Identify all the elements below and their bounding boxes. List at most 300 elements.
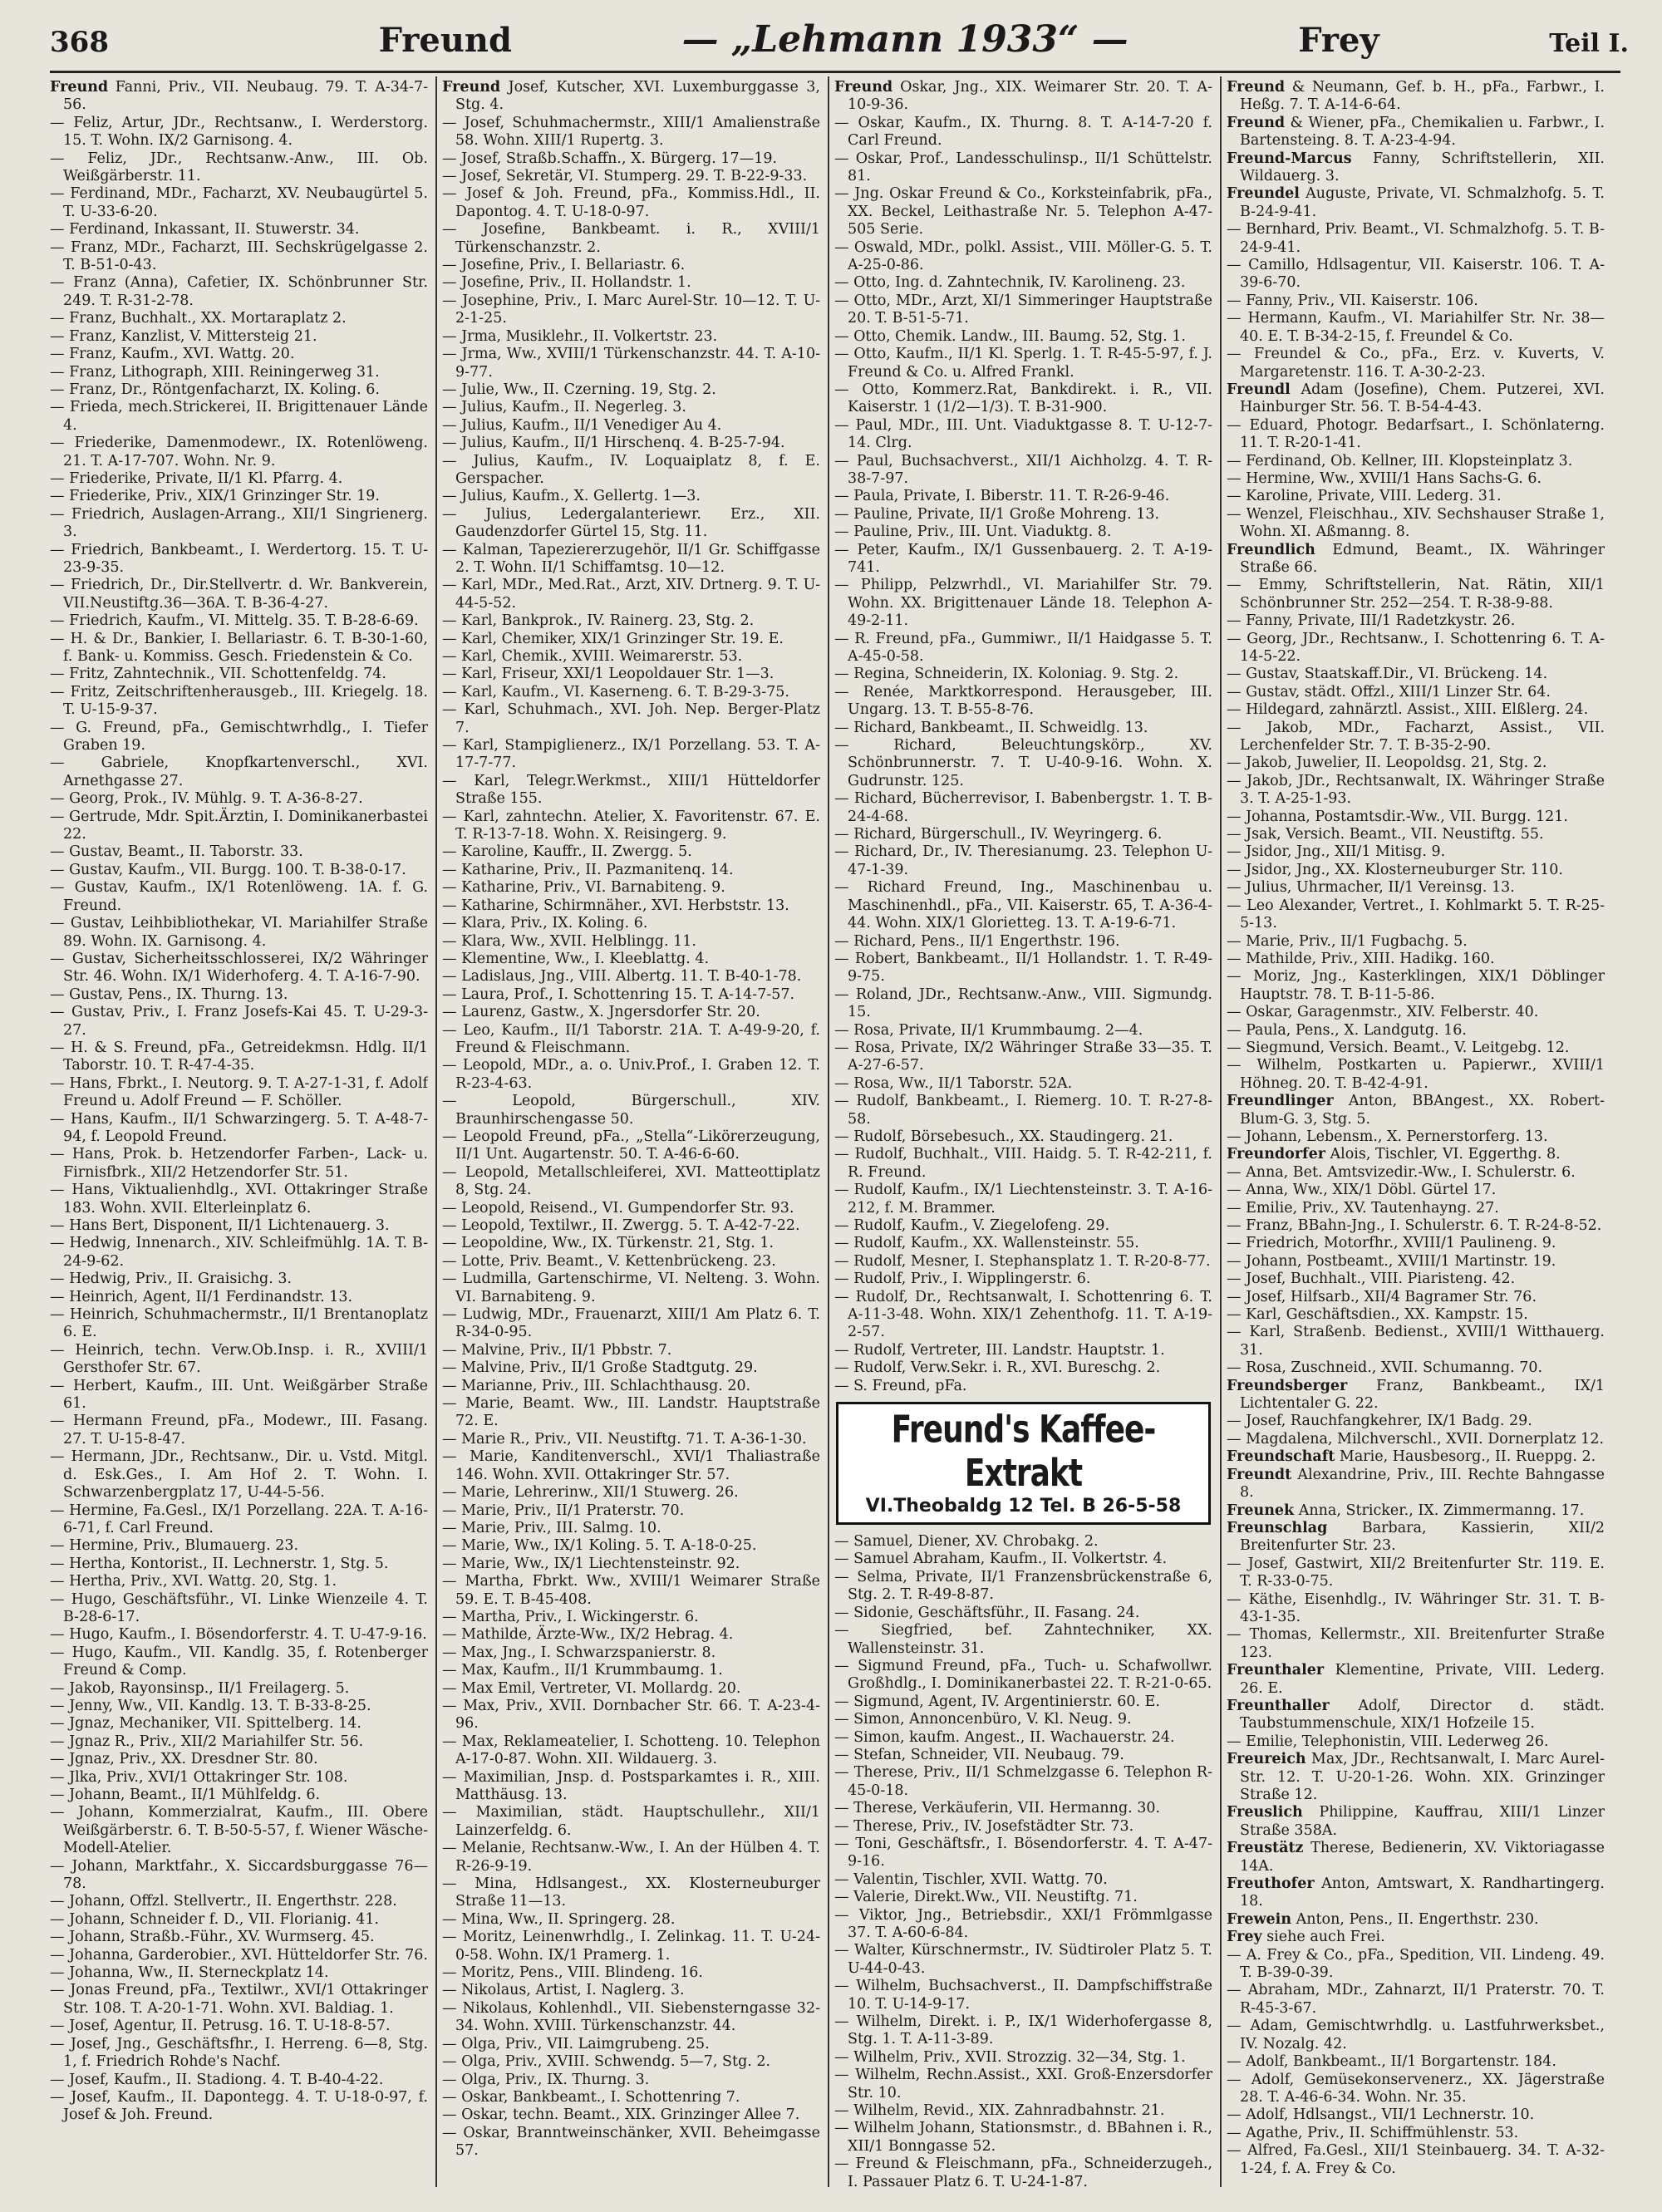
- directory-entry: — Wilhelm, Rechn.Assist., XXI. Groß-Enzersdorfer Str. 10.: [834, 2067, 1212, 2101]
- directory-entry: — Rosa, Private, II/1 Krummbaumg. 2—4.: [834, 1021, 1143, 1039]
- column-divider: [1220, 76, 1222, 2187]
- column-2: [442, 79, 820, 2190]
- directory-entry: — Max, Kaufm., II/1 Krummbaumg. 1.: [442, 1662, 723, 1679]
- directory-entry: Freundl Adam (Josefine), Chem. Putzerei, XVI. Hainburger Str. 56. T. B-54-4-43.: [1227, 381, 1605, 416]
- directory-entry: — Renée, Marktkorrespond. Herausgeber, III. Ungarg. 13. T. B-55-8-76.: [834, 683, 1212, 719]
- directory-entry: — Richard Freund, Ing., Maschinenbau u. Maschinenhdl., pFa., VII. Kaiserstr. 65, T. A-36-4-44. Wohn. XIX/1 Glorietteg. 13. T. A-19-6-71.: [834, 879, 1212, 932]
- advertisement-address: VI.Theobaldg 12 Tel. B 26-5-58: [865, 1496, 1182, 1517]
- directory-entry: — Leopold, Bürgerschull., XIV. Braunhirschengasse 50.: [442, 1093, 820, 1128]
- header-title: — „Lehmann 1933“ —: [681, 18, 1128, 61]
- directory-entry: — Oskar, techn. Beamt., XIX. Grinzinger Allee 7.: [442, 2106, 800, 2124]
- directory-entry: — Jrma, Ww., XVIII/1 Türkenschanzstr. 44. T. A-10-9-77.: [442, 346, 820, 381]
- directory-entry: — Maximilian, städt. Hauptschullehr., XII/1 Lainzerfeldg. 6.: [442, 1804, 820, 1839]
- directory-entry: — Oskar, Branntweinschänker, XVII. Beheimgasse 57.: [442, 2124, 820, 2160]
- directory-entry: — Agathe, Priv., II. Schiffmühlenstr. 53.: [1227, 2124, 1519, 2141]
- directory-entry: — Hermann, Kaufm., VI. Mariahilfer Str. Nr. 38—40. E. T. B-34-2-15, f. Freundel & Co.: [1227, 310, 1605, 345]
- directory-entry: — Marie, Ww., IX/1 Liechtensteinstr. 92.: [442, 1555, 740, 1572]
- directory-entry: — Hans, Viktualienhdlg., XVI. Ottakringer Straße 183. Wohn. XVII. Elterleinplatz 6.: [50, 1182, 428, 1217]
- directory-entry: — Hertha, Kontorist., II. Lechnerstr. 1, Stg. 5.: [50, 1555, 389, 1572]
- directory-entry: — Anna, Ww., XIX/1 Döbl. Gürtel 17.: [1227, 1182, 1497, 1199]
- directory-entry: — Rudolf, Vertreter, III. Landstr. Hauptstr. 1.: [834, 1341, 1165, 1359]
- directory-entry: Freundel Auguste, Private, VI. Schmalzhofg. 5. T. B-24-9-41.: [1227, 185, 1605, 220]
- directory-entry: — Friedrich, Motorfhr., XVIII/1 Paulineng. 9.: [1227, 1235, 1556, 1252]
- directory-entry: — Jrma, Musiklehr., II. Volkertstr. 23.: [442, 327, 718, 345]
- directory-entry: — Johann, Lebensm., X. Pernerstorferg. 13.: [1227, 1128, 1548, 1145]
- directory-entry: — Rudolf, Kaufm., V. Ziegelofeng. 29.: [834, 1217, 1110, 1234]
- directory-entry: — Anna, Bet. Amtsvizedir.-Ww., I. Schulerstr. 6.: [1227, 1163, 1576, 1181]
- directory-entry: — Gustav, Priv., I. Franz Josefs-Kai 45. T. U-29-3-27.: [50, 1004, 428, 1039]
- directory-entry: — Karl, Geschäftsdien., XX. Kampstr. 15.: [1227, 1306, 1528, 1324]
- directory-entry: Freustätz Therese, Bedienerin, XV. Viktoriagasse 14A.: [1227, 1840, 1605, 1875]
- directory-entry: — Adam, Gemischtwrhdlg. u. Lastfuhrwerksbet., IV. Nozalg. 42.: [1227, 2018, 1605, 2052]
- directory-entry: — Gertrude, Mdr. Spit.Ärztin, I. Dominikanerbastei 22.: [50, 808, 428, 843]
- directory-entry: — Leopold Freund, pFa., „Stella“-Likörerzeugung, II/1 Unt. Augartenstr. 50. T. A-46-6-60.: [442, 1128, 820, 1163]
- directory-entry: — Max, Jng., I. Schwarzspanierstr. 8.: [442, 1644, 716, 1661]
- directory-entry: — Gustav, Beamt., II. Taborstr. 33.: [50, 843, 303, 861]
- directory-entry: — Max, Priv., XVII. Dornbacher Str. 66. T. A-23-4-96.: [442, 1697, 820, 1733]
- directory-entry: — Richard, Dr., IV. Theresianumg. 23. Telephon U-47-1-39.: [834, 843, 1212, 878]
- directory-entry: — Emmy, Schriftstellerin, Nat. Rätin, XII/1 Schönbrunner Str. 252—254. T. R-38-9-88.: [1227, 577, 1605, 612]
- directory-entry: Freund Josef, Kutscher, XVI. Luxemburggasse 3, Stg. 4.: [442, 79, 820, 114]
- directory-entry: — Leopold, MDr., a. o. Univ.Prof., I. Graben 12. T. R-23-4-63.: [442, 1057, 820, 1092]
- directory-entry: — Rudolf, Börsebesuch., XX. Staudingerg. 21.: [834, 1128, 1173, 1145]
- directory-entry: — Karl, Schuhmach., XVI. Joh. Nep. Berger-Platz 7.: [442, 701, 820, 736]
- directory-entry: — Friederike, Private, II/1 Kl. Pfarrg. 4.: [50, 469, 343, 487]
- directory-entry: — Hugo, Kaufm., I. Bösendorferstr. 4. T. U-47-9-16.: [50, 1626, 427, 1644]
- directory-entry: — Georg, JDr., Rechtsanw., I. Schottenring 6. T. A-14-5-22.: [1227, 630, 1605, 665]
- directory-entry: — Gustav, Sicherheitsschlosserei, IX/2 Währinger Str. 46. Wohn. IX/1 Widerhoferg. 4. T. A-16-7-90.: [50, 950, 428, 986]
- directory-entry: — Franz (Anna), Cafetier, IX. Schönbrunner Str. 249. T. R-31-2-78.: [50, 274, 428, 309]
- directory-entry: — Frieda, mech.Strickerei, II. Brigittenauer Lände 4.: [50, 399, 428, 434]
- directory-entry: — Regina, Schneiderin, IX. Koloniag. 9. Stg. 2.: [834, 666, 1179, 683]
- directory-entry: — Malvine, Priv., II/1 Große Stadtgutg. 29.: [442, 1359, 758, 1377]
- directory-entry: — Wilhelm, Revid., XIX. Zahnradbahnstr. 21.: [834, 2102, 1165, 2120]
- directory-entry: — Otto, MDr., Arzt, XI/1 Simmeringer Hauptstraße 20. T. B-51-5-71.: [834, 292, 1212, 327]
- directory-entry: — Freund & Fleischmann, pFa., Schneiderzugeh., I. Passauer Platz 6. T. U-24-1-87.: [834, 2155, 1212, 2190]
- directory-entry: — Rudolf, Kaufm., IX/1 Liechtensteinstr. 3. T. A-16-212, f. M. Brammer.: [834, 1182, 1212, 1217]
- directory-entry: — Jakob, JDr., Rechtsanwalt, IX. Währinger Straße 3. T. A-25-1-93.: [1227, 772, 1605, 808]
- directory-entry: — Selma, Private, II/1 Franzensbrückenstraße 6, Stg. 2. T. R-49-8-87.: [834, 1568, 1212, 1604]
- directory-entry: — Mina, Ww., II. Springerg. 28.: [442, 1910, 676, 1928]
- directory-entry: — Josef, Kaufm., II. Dapontegg. 4. T. U-18-0-97, f. Josef & Joh. Freund.: [50, 2088, 428, 2124]
- directory-entry: — Rudolf, Verw.Sekr. i. R., XVI. Bureschg. 2.: [834, 1359, 1161, 1377]
- directory-entry: — Paula, Pens., X. Landgutg. 16.: [1227, 1021, 1467, 1039]
- directory-entry: — Moritz, Leinenwrhdlg., I. Zelinkag. 11. T. U-24-0-58. Wohn. IX/1 Pramerg. 1.: [442, 1929, 820, 1964]
- directory-entry: — Friedrich, Kaufm., VI. Mittelg. 35. T. B-28-6-69.: [50, 612, 419, 630]
- directory-entry: — Mathilde, Ärzte-Ww., IX/2 Hebrag. 4.: [442, 1626, 734, 1644]
- header-last-name: Frey: [1298, 21, 1379, 60]
- directory-entry: Freundlinger Anton, BBAngest., XX. Robert-Blum-G. 3, Stg. 5.: [1227, 1093, 1605, 1128]
- column-1: [50, 79, 428, 2190]
- directory-entry: — Josef, Agentur, II. Petrusg. 16. T. U-18-8-57.: [50, 2018, 391, 2035]
- directory-entry: — Robert, Bankbeamt., II/1 Hollandstr. 1. T. R-49-9-75.: [834, 950, 1212, 986]
- directory-entry: — Josef, Sekretär, VI. Stumperg. 29. T. B-22-9-33.: [442, 168, 808, 185]
- directory-entry: — Johann, Straßb.-Führ., XV. Wurmserg. 45.: [50, 1929, 375, 1946]
- directory-entry: — Jonas Freund, pFa., Textilwr., XVI/1 Ottakringer Str. 108. T. A-20-1-71. Wohn. XVI. Baldiag. 1.: [50, 1982, 428, 2017]
- directory-entry: — Laura, Prof., I. Schottenring 15. T. A-14-7-57.: [442, 986, 795, 1003]
- directory-entry: — Josef, Straßb.Schaffn., X. Bürgerg. 17—19.: [442, 150, 778, 167]
- advertisement-box: [836, 1402, 1211, 1525]
- directory-entry: — Josef, Gastwirt, XII/2 Breitenfurter Str. 119. E. T. R-33-0-75.: [1227, 1555, 1605, 1590]
- directory-entry: — H. & S. Freund, pFa., Getreidekmsn. Hdlg. II/1 Taborstr. 10. T. R-47-4-35.: [50, 1039, 428, 1074]
- directory-entry: — Moritz, Pens., VIII. Blindeng. 16.: [442, 1964, 703, 1982]
- directory-entry: — Hans, Prok. b. Hetzendorfer Farben-, Lack- u. Firnisfbrk., XII/2 Hetzendorfer Str. 51.: [50, 1146, 428, 1181]
- page-header: [50, 18, 1629, 68]
- directory-entry: — Max, Reklameatelier, I. Schotteng. 10. Telephon A-17-0-87. Wohn. XII. Wildauerg. 3.: [442, 1733, 820, 1768]
- directory-entry: — Karoline, Private, VIII. Lederg. 31.: [1227, 488, 1502, 505]
- directory-entry: — Simon, kaufm. Angest., II. Wachauerstr. 24.: [834, 1728, 1175, 1746]
- directory-entry: Freundlich Edmund, Beamt., IX. Währinger Straße 66.: [1227, 541, 1605, 576]
- directory-entry: — Emilie, Priv., XV. Tautenhayng. 27.: [1227, 1199, 1499, 1217]
- directory-entry: — A. Frey & Co., pFa., Spedition, VII. Lindeng. 49. T. B-39-0-39.: [1227, 1946, 1605, 1982]
- directory-entry: — Walter, Kürschnermstr., IV. Südtiroler Platz 5. T. U-44-0-43.: [834, 1942, 1212, 1977]
- directory-entry: — Oskar, Prof., Landesschulinsp., II/1 Schüttelstr. 81.: [834, 150, 1212, 185]
- directory-entry: — Siegfried, bef. Zahntechniker, XX. Wallensteinstr. 31.: [834, 1622, 1212, 1657]
- directory-entry: — Jgnaz R., Priv., XII/2 Mariahilfer Str. 56.: [50, 1733, 364, 1750]
- directory-entry: — Heinrich, Agent, II/1 Ferdinandstr. 13.: [50, 1288, 353, 1305]
- directory-entry: — Samuel, Diener, XV. Chrobakg. 2.: [834, 1533, 1099, 1551]
- directory-entry: — Olga, Priv., XVIII. Schwendg. 5—7, Stg. 2.: [442, 2053, 771, 2071]
- directory-entry: — S. Freund, pFa.: [834, 1377, 967, 1394]
- directory-entry: — Rudolf, Bankbeamt., I. Riemerg. 10. T. R-27-8-58.: [834, 1093, 1212, 1128]
- directory-entry: — Hermine, Fa.Gesl., IX/1 Porzellang. 22A. T. A-16-6-71, f. Carl Freund.: [50, 1502, 428, 1536]
- directory-entry: — Eduard, Photogr. Bedarfsart., I. Schönlaterng. 11. T. R-20-1-41.: [1227, 416, 1605, 452]
- directory-entry: — Jng. Oskar Freund & Co., Korksteinfabrik, pFa., XX. Beckel, Leithastraße Nr. 5. Telephon A-47-505 Serie.: [834, 185, 1212, 238]
- directory-entry: — Adolf, Gemüsekonservenerz., XX. Jägerstraße 28. T. A-46-6-34. Wohn. Nr. 35.: [1227, 2071, 1605, 2106]
- directory-entry: — Friedrich, Dr., Dir.Stellvertr. d. Wr. Bankverein, VII.Neustiftg.36—36A. T. B-36-4-27.: [50, 577, 428, 612]
- directory-entry: — Herbert, Kaufm., III. Unt. Weißgärber Straße 61.: [50, 1377, 428, 1413]
- directory-entry: — Richard, Pens., II/1 Engerthstr. 196.: [834, 932, 1120, 950]
- directory-entry: — Ferdinand, Ob. Kellner, III. Klopsteinplatz 3.: [1227, 452, 1573, 469]
- directory-entry: — Peter, Kaufm., IX/1 Gussenbauerg. 2. T. A-19-741.: [834, 541, 1212, 576]
- directory-entry: — Hedwig, Priv., II. Graisichg. 3.: [50, 1271, 293, 1288]
- directory-entry: — Rudolf, Mesner, I. Stephansplatz 1. T. R-20-8-77.: [834, 1252, 1211, 1270]
- directory-entry: — Franz, Kaufm., XVI. Wattg. 20.: [50, 346, 295, 363]
- directory-entry: — Josefine, Bankbeamt. i. R., XVIII/1 Türkenschanzstr. 2.: [442, 221, 820, 256]
- directory-entry: — Pauline, Private, II/1 Große Mohreng. 13.: [834, 505, 1160, 523]
- directory-entry: — Pauline, Priv., III. Unt. Viaduktg. 8.: [834, 524, 1112, 541]
- directory-entry: — Wilhelm, Postkarten u. Papierwr., XVIII/1 Höhneg. 20. T. B-42-4-91.: [1227, 1057, 1605, 1092]
- directory-entry: — Sigmund Freund, pFa., Tuch- u. Schafwollwr. Großhdlg., I. Dominikanerbastei 22. T. R-21-0-65.: [834, 1657, 1212, 1693]
- directory-entry: — Karl, Kaufm., VI. Kaserneng. 6. T. B-29-3-75.: [442, 683, 789, 700]
- directory-entry: — Fritz, Zahntechnik., VII. Schottenfeldg. 74.: [50, 666, 386, 683]
- directory-entry: — Rudolf, Buchhalt., VIII. Haidg. 5. T. R-42-211, f. R. Freund.: [834, 1146, 1212, 1181]
- directory-entry: — Klara, Ww., XVII. Helblingg. 11.: [442, 932, 696, 950]
- directory-entry: — Julie, Ww., II. Czerning. 19, Stg. 2.: [442, 381, 716, 398]
- page-number: 368: [50, 26, 109, 59]
- directory-entry: — Josefine, Priv., II. Hollandstr. 1.: [442, 274, 691, 292]
- directory-entry: — Marie, Kanditenverschl., XVI/1 Thaliastraße 146. Wohn. XVII. Ottakringer Str. 57.: [442, 1448, 820, 1483]
- directory-entry: — Samuel Abraham, Kaufm., II. Volkertstr. 4.: [834, 1551, 1168, 1568]
- directory-entry: — Sidonie, Geschäftsführ., II. Fasang. 24.: [834, 1604, 1140, 1621]
- directory-entry: — Johann, Marktfahr., X. Siccardsburggasse 76—78.: [50, 1857, 428, 1893]
- directory-entry: — Hugo, Geschäftsführ., VI. Linke Wienzeile 4. T. B-28-6-17.: [50, 1590, 428, 1625]
- directory-entry: — Otto, Kaufm., II/1 Kl. Sperlg. 1. T. R-45-5-97, f. J. Freund & Co. u. Alfred Frankl.: [834, 346, 1212, 381]
- directory-entry: — Karl, Chemik., XVIII. Weimarerstr. 53.: [442, 648, 743, 665]
- directory-entry: — Karl, Friseur, XXI/1 Leopoldauer Str. 1—3.: [442, 666, 774, 683]
- directory-entry: — Marie, Beamt. Ww., III. Landstr. Hauptstraße 72. E.: [442, 1395, 820, 1430]
- directory-entry: — H. & Dr., Bankier, I. Bellariastr. 6. T. B-30-1-60, f. Bank- u. Kommiss. Gesch. Friedenstein & Co.: [50, 630, 428, 665]
- directory-entry: — Marie, Lehrerinw., XII/1 Stuwerg. 26.: [442, 1484, 739, 1502]
- directory-entry: — Wenzel, Fleischhau., XIV. Sechshauser Straße 1, Wohn. XI. Aßmanng. 8.: [1227, 505, 1605, 541]
- directory-entry: — Leo Alexander, Vertret., I. Kohlmarkt 5. T. R-25-5-13.: [1227, 897, 1605, 932]
- directory-entry: — Franz, Buchhalt., XX. Mortaraplatz 2.: [50, 310, 347, 327]
- directory-entry: — Gustav, Kaufm., IX/1 Rotenlöweng. 1A. f. G. Freund.: [50, 879, 428, 914]
- directory-entry: — Olga, Priv., IX. Thurng. 3.: [442, 2071, 650, 2088]
- directory-entry: — Ladislaus, Jng., VIII. Albertg. 11. T. B-40-1-78.: [442, 968, 802, 986]
- directory-entry: — Malvine, Priv., II/1 Pbbstr. 7.: [442, 1341, 672, 1359]
- directory-entry: — Valentin, Tischler, XVII. Wattg. 70.: [834, 1870, 1108, 1888]
- directory-entry: — Karl, Chemiker, XIX/1 Grinzinger Str. 19. E.: [442, 630, 784, 647]
- directory-entry: — Leopold, Textilwr., II. Zwergg. 5. T. A-42-7-22.: [442, 1217, 800, 1234]
- directory-entry: Freundsberger Franz, Bankbeamt., IX/1 Lichtentaler G. 22.: [1227, 1377, 1605, 1413]
- directory-entry: — Laurenz, Gastw., X. Jngersdorfer Str. 20.: [442, 1004, 760, 1021]
- directory-entry: — Oskar, Garagenmstr., XIV. Felberstr. 40.: [1227, 1004, 1539, 1021]
- directory-entry: — Klementine, Ww., I. Kleeblattg. 4.: [442, 950, 710, 967]
- directory-entry: Freund-Marcus Fanny, Schriftstellerin, XII. Wildauerg. 3.: [1227, 150, 1605, 185]
- directory-entry: — Bernhard, Priv. Beamt., VI. Schmalzhofg. 5. T. B-24-9-41.: [1227, 221, 1605, 256]
- directory-entry: — Fanny, Private, III/1 Radetzkystr. 26.: [1227, 612, 1516, 630]
- directory-entry: — Camillo, Hdlsagentur, VII. Kaiserstr. 106. T. A-39-6-70.: [1227, 257, 1605, 292]
- directory-entry: — Abraham, MDr., Zahnarzt, II/1 Praterstr. 70. T. R-45-3-67.: [1227, 1982, 1605, 2017]
- directory-entry: — Alfred, Fa.Gesl., XII/1 Steinbauerg. 34. T. A-32-1-24, f. A. Frey & Co.: [1227, 2142, 1605, 2177]
- directory-entry: — Hermann, JDr., Rechtsanw., Dir. u. Vstd. Mitgl. d. Esk.Ges., I. Am Hof 2. T. Wohn. I. Schwarzenbergplatz 17, U-44-5-56.: [50, 1448, 428, 1502]
- directory-entry: — Wilhelm, Direkt. i. P., IX/1 Widerhofergasse 8, Stg. 1. T. A-11-3-89.: [834, 2013, 1212, 2048]
- directory-entry: — Josephine, Priv., I. Marc Aurel-Str. 10—12. T. U-2-1-25.: [442, 292, 820, 327]
- directory-entry: — Klara, Priv., IX. Koling. 6.: [442, 915, 648, 932]
- directory-entry: — Hedwig, Innenarch., XIV. Schleifmühlg. 1A. T. B-24-9-62.: [50, 1235, 428, 1270]
- directory-entry: Freundorfer Alois, Tischler, VI. Eggerthg. 8.: [1227, 1146, 1561, 1163]
- directory-entry: — Johann, Schneider f. D., VII. Florianig. 41.: [50, 1910, 380, 1928]
- directory-entry: — Paul, MDr., III. Unt. Viaduktgasse 8. T. U-12-7-14. Clrg.: [834, 416, 1212, 452]
- directory-entry: — Jgnaz, Priv., XX. Dresdner Str. 80.: [50, 1751, 318, 1768]
- directory-entry: — Marie, Priv., III. Salmg. 10.: [442, 1519, 661, 1536]
- header-rule: [50, 71, 1620, 73]
- directory-entry: Freureich Max, JDr., Rechtsanwalt, I. Marc Aurel-Str. 12. T. U-20-1-26. Wohn. XIX. Grinzinger Straße 12.: [1227, 1751, 1605, 1803]
- directory-entry: — Käthe, Eisenhdlg., IV. Währinger Str. 31. T. B-43-1-35.: [1227, 1590, 1605, 1625]
- directory-entry: — Gustav, städt. Offzl., XIII/1 Linzer Str. 64.: [1227, 683, 1551, 700]
- directory-entry: — Paul, Buchsachverst., XII/1 Aichholzg. 4. T. R-38-7-97.: [834, 452, 1212, 487]
- directory-entry: Freunthaler Klementine, Private, VIII. Lederg. 26. E.: [1227, 1662, 1605, 1697]
- directory-entry: — Wilhelm Johann, Stationsmstr., d. BBahnen i. R., XII/1 Bonngasse 52.: [834, 2120, 1212, 2155]
- directory-entry: — Karl, Straßenb. Bedienst., XVIII/1 Witthauerg. 31.: [1227, 1324, 1605, 1359]
- column-4: [1227, 79, 1605, 2190]
- directory-entry: — Moriz, Jng., Kasterklingen, XIX/1 Döblinger Hauptstr. 78. T. B-11-5-86.: [1227, 968, 1605, 1003]
- directory-entry: — Friederike, Damenmodewr., IX. Rotenlöweng. 21. T. A-17-707. Wohn. Nr. 9.: [50, 435, 428, 469]
- directory-entry: — Paula, Private, I. Biberstr. 11. T. R-26-9-46.: [834, 488, 1170, 505]
- directory-entry: — Josef, Rauchfangkehrer, IX/1 Badg. 29.: [1227, 1413, 1532, 1430]
- directory-entry: — Friedrich, Bankbeamt., I. Werdertorg. 15. T. U-23-9-35.: [50, 541, 428, 576]
- directory-entry: — Lotte, Priv. Beamt., V. Kettenbrückeng. 23.: [442, 1252, 776, 1270]
- directory-entry: — Valerie, Direkt.Ww., VII. Neustiftg. 71.: [834, 1889, 1138, 1906]
- directory-entry: — Marie R., Priv., VII. Neustiftg. 71. T. A-36-1-30.: [442, 1430, 807, 1448]
- directory-entry: — Josef & Joh. Freund, pFa., Kommiss.Hdl., II. Dapontog. 4. T. U-18-0-97.: [442, 185, 820, 220]
- directory-entry: — Magdalena, Milchverschl., XVII. Dornerplatz 12.: [1227, 1430, 1605, 1448]
- directory-entry: — Viktor, Jng., Betriebsdir., XXI/1 Frömmlgasse 37. T. A-60-6-84.: [834, 1906, 1212, 1941]
- directory-entry: — Julius, Kaufm., II/1 Hirschenq. 4. B-25-7-94.: [442, 435, 785, 452]
- directory-entry: — Leopold, Reisend., VI. Gumpendorfer Str. 93.: [442, 1199, 794, 1217]
- directory-entry: — Fanny, Priv., VII. Kaiserstr. 106.: [1227, 292, 1478, 309]
- directory-entry: — Gustav, Pens., IX. Thurng. 13.: [50, 986, 288, 1003]
- directory-entry: — Olga, Priv., VII. Laimgrubeng. 25.: [442, 2035, 710, 2052]
- directory-entry: Freuslich Philippine, Kauffrau, XIII/1 Linzer Straße 358A.: [1227, 1804, 1605, 1839]
- directory-entry: — Karl, MDr., Med.Rat., Arzt, XIV. Drtnerg. 9. T. U-44-5-52.: [442, 577, 820, 612]
- directory-entry: — Freundel & Co., pFa., Erz. v. Kuverts, V. Margaretenstr. 116. T. A-30-2-23.: [1227, 346, 1605, 381]
- directory-entry: — Nikolaus, Kohlenhdl., VII. Siebensterngasse 32-34. Wohn. XVIII. Türkenschanzstr. 44.: [442, 1999, 820, 2035]
- directory-entry: — Oskar, Kaufm., IX. Thurng. 8. T. A-14-7-20 f. Carl Freund.: [834, 114, 1212, 150]
- header-part: Teil I.: [1549, 29, 1629, 58]
- directory-entry: — Mina, Hdlsangest., XX. Klosterneuburger Straße 11—13.: [442, 1875, 820, 1910]
- directory-entry: — Ferdinand, Inkassant, II. Stuwerstr. 34.: [50, 221, 360, 238]
- directory-entry: — R. Freund, pFa., Gummiwr., II/1 Haidgasse 5. T. A-45-0-58.: [834, 630, 1212, 665]
- directory-entry: — Emilie, Telephonistin, VIII. Lederweg 26.: [1227, 1733, 1549, 1750]
- directory-entry: — Josef, Jng., Geschäftsfhr., I. Herreng. 6—8, Stg. 1, f. Friedrich Rohde's Nachf.: [50, 2035, 428, 2071]
- directory-entry: — Jlka, Priv., XVI/1 Ottakringer Str. 108.: [50, 1768, 348, 1786]
- directory-entry: — Katharine, Schirmnäher., XVI. Herbststr. 13.: [442, 897, 789, 914]
- directory-entry: — Therese, Priv., II/1 Schmelzgasse 6. Telephon R-45-0-18.: [834, 1764, 1212, 1799]
- directory-entry: — Thomas, Kellermstr., XII. Breitenfurter Straße 123.: [1227, 1626, 1605, 1661]
- directory-entry: — Philipp, Pelzwrhdl., VI. Mariahilfer Str. 79. Wohn. XX. Brigittenauer Lände 18. Telephon A-49-2-11.: [834, 577, 1212, 630]
- directory-entry: — Max Emil, Vertreter, VI. Mollardg. 20.: [442, 1679, 741, 1697]
- directory-entry: — Josefine, Priv., I. Bellariastr. 6.: [442, 257, 686, 274]
- column-divider: [828, 76, 829, 2187]
- directory-entry: Freunschlag Barbara, Kassierin, XII/2 Breitenfurter Str. 23.: [1227, 1519, 1605, 1555]
- directory-entry: — Hermine, Priv., Blumauerg. 23.: [50, 1537, 299, 1555]
- directory-entry: — Jgnaz, Mechaniker, VII. Spittelberg. 14.: [50, 1715, 361, 1733]
- directory-entry: — Josef, Kaufm., II. Stadiong. 4. T. B-40-4-22.: [50, 2071, 384, 2088]
- directory-entry: — Richard, Bürgerschull., IV. Weyringerg. 6.: [834, 826, 1163, 843]
- directory-entry: — Melanie, Rechtsanw.-Ww., I. An der Hülben 4. T. R-26-9-19.: [442, 1840, 820, 1875]
- directory-entry: — Franz, BBahn-Jng., I. Schulerstr. 6. T. R-24-8-52.: [1227, 1217, 1602, 1234]
- directory-entry: — Marie, Priv., II/1 Praterstr. 70.: [442, 1502, 685, 1519]
- directory-entry: — Siegmund, Versich. Beamt., V. Leitgebg. 12.: [1227, 1039, 1570, 1056]
- directory-entry: — Julius, Ledergalanteriewr. Erz., XII. Gaudenzdorfer Gürtel 15, Stg. 11.: [442, 505, 820, 541]
- directory-entry: — Gustav, Staatskaff.Dir., VI. Brückeng. 14.: [1227, 666, 1548, 683]
- directory-entry: Frey siehe auch Frei.: [1227, 1929, 1385, 1946]
- directory-entry: — Hans, Kaufm., II/1 Schwarzingerg. 5. T. A-48-7-94, f. Leopold Freund.: [50, 1110, 428, 1145]
- directory-entry: — Georg, Prok., IV. Mühlg. 9. T. A-36-8-27.: [50, 790, 363, 808]
- directory-entry: — Adolf, Bankbeamt., II/1 Borgartenstr. 184.: [1227, 2053, 1556, 2071]
- directory-entry: — Richard, Bankbeamt., II. Schweidlg. 13.: [834, 719, 1148, 736]
- directory-entry: Freundt Alexandrine, Priv., III. Rechte Bahngasse 8.: [1227, 1466, 1605, 1502]
- directory-entry: — Otto, Kommerz.Rat, Bankdirekt. i. R., VII. Kaiserstr. 1 (1/2—1/3). T. B-31-900.: [834, 381, 1212, 416]
- directory-entry: — Johanna, Garderobier., XVI. Hütteldorfer Str. 76.: [50, 1946, 428, 1964]
- directory-entry: — Mathilde, Priv., XIII. Hadikg. 160.: [1227, 950, 1495, 967]
- directory-entry: — Rudolf, Kaufm., XX. Wallensteinstr. 55.: [834, 1235, 1139, 1252]
- directory-entry: — Jsak, Versich. Beamt., VII. Neustiftg. 55.: [1227, 826, 1544, 843]
- directory-entry: — Josef, Schuhmachermstr., XIII/1 Amalienstraße 58. Wohn. XIII/1 Rupertg. 3.: [442, 114, 820, 150]
- directory-entry: — Rudolf, Priv., I. Wipplingerstr. 6.: [834, 1271, 1091, 1288]
- directory-entry: — Richard, Beleuchtungskörp., XV. Schönbrunnerstr. 7. T. U-40-9-16. Wohn. X. Gudrunstr. 125.: [834, 737, 1212, 789]
- directory-entry: — Stefan, Schneider, VII. Neubaug. 79.: [834, 1746, 1124, 1763]
- directory-entry: — Oswald, MDr., polkl. Assist., VIII. Möller-G. 5. T. A-25-0-86.: [834, 238, 1212, 274]
- directory-entry: Freunthaller Adolf, Director d. städt. Taubstummenschule, XIX/1 Hofzeile 15.: [1227, 1697, 1605, 1733]
- directory-entry: — Friedrich, Auslagen-Arrang., XII/1 Singrienerg. 3.: [50, 505, 428, 541]
- directory-entry: — Maximilian, Jnsp. d. Postsparkamtes i. R., XIII. Matthäusg. 13.: [442, 1768, 820, 1803]
- directory-entry: — Feliz, Artur, JDr., Rechtsanw., I. Werderstorg. 15. T. Wohn. IX/2 Garnisong. 4.: [50, 114, 428, 150]
- directory-entry: — Gustav, Leihbibliothekar, VI. Mariahilfer Straße 89. Wohn. IX. Garnisong. 4.: [50, 915, 428, 950]
- directory-entry: — Therese, Priv., IV. Josefstädter Str. 73.: [834, 1817, 1134, 1835]
- directory-entry: — Martha, Priv., I. Wickingerstr. 6.: [442, 1608, 699, 1625]
- directory-entry: — Hugo, Kaufm., VII. Kandlg. 35, f. Rotenberger Freund & Comp.: [50, 1644, 428, 1679]
- directory-entry: — Katharine, Priv., II. Pazmanitenq. 14.: [442, 861, 734, 878]
- directory-entry: — Julius, Kaufm., II. Negerleg. 3.: [442, 399, 686, 416]
- directory-entry: — Marie, Ww., IX/1 Koling. 5. T. A-18-0-25.: [442, 1537, 757, 1555]
- directory-entry: — Hans, Fbrkt., I. Neutorg. 9. T. A-27-1-31, f. Adolf Freund u. Adolf Freund — F. Schöller.: [50, 1074, 428, 1110]
- directory-entry: — Johann, Offzl. Stellvertr., II. Engerthstr. 228.: [50, 1893, 397, 1910]
- header-first-name: Freund: [378, 21, 512, 60]
- directory-entry: — Hertha, Priv., XVI. Wattg. 20, Stg. 1.: [50, 1573, 337, 1590]
- directory-entry: — Josef, Buchhalt., VIII. Piaristeng. 42.: [1227, 1271, 1516, 1288]
- directory-entry: — Oskar, Bankbeamt., I. Schottenring 7.: [442, 2088, 740, 2106]
- directory-entry: — Katharine, Priv., VI. Barnabiteng. 9.: [442, 879, 725, 897]
- directory-entry: — Ferdinand, MDr., Facharzt, XV. Neubaugürtel 5. T. U-33-6-20.: [50, 185, 428, 220]
- directory-entry: — Julius, Kaufm., IV. Loquaiplatz 8, f. E. Gerspacher.: [442, 452, 820, 487]
- directory-entry: — Julius, Kaufm., II/1 Venediger Au 4.: [442, 416, 722, 434]
- directory-entry: — Johanna, Ww., II. Sterneckplatz 14.: [50, 1964, 329, 1982]
- directory-entry: — Gustav, Kaufm., VII. Burgg. 100. T. B-38-0-17.: [50, 861, 406, 878]
- directory-entry: Freunek Anna, Stricker., IX. Zimmermanng. 17.: [1227, 1502, 1585, 1519]
- directory-entry: — Hermine, Ww., XVIII/1 Hans Sachs-G. 6.: [1227, 469, 1542, 487]
- directory-entry: — Karoline, Kauffr., II. Zwergg. 5.: [442, 843, 692, 861]
- directory-entry: — Adolf, Hdlsangst., VII/1 Lechnerstr. 10.: [1227, 2106, 1535, 2124]
- directory-entry: — Feliz, JDr., Rechtsanw.-Anw., III. Ob. Weißgärberstr. 11.: [50, 150, 428, 185]
- directory-entry: — Marianne, Priv., III. Schlachthausg. 20.: [442, 1377, 751, 1394]
- directory-entry: — Otto, Ing. d. Zahntechnik, IV. Karolineng. 23.: [834, 274, 1186, 292]
- directory-entry: — Ludwig, MDr., Frauenarzt, XIII/1 Am Platz 6. T. R-34-0-95.: [442, 1306, 820, 1341]
- directory-entry: — Rosa, Ww., II/1 Taborstr. 52A.: [834, 1074, 1073, 1092]
- directory-entry: — Leopold, Metallschleiferei, XVI. Matteottiplatz 8, Stg. 24.: [442, 1163, 820, 1199]
- directory-entry: — Karl, Telegr.Werkmst., XIII/1 Hütteldorfer Straße 155.: [442, 772, 820, 808]
- directory-entry: — Jsidor, Jng., XX. Klosterneuburger Str. 110.: [1227, 861, 1563, 878]
- directory-entry: — Jakob, Juwelier, II. Leopoldsg. 21, Stg. 2.: [1227, 755, 1547, 772]
- directory-entry: — G. Freund, pFa., Gemischtwrhdlg., I. Tiefer Graben 19.: [50, 719, 428, 755]
- directory-entry: — Karl, Bankprok., IV. Rainerg. 23, Stg. 2.: [442, 612, 755, 630]
- directory-entry: — Leo, Kaufm., II/1 Taborstr. 21A. T. A-49-9-20, f. Freund & Fleischmann.: [442, 1021, 820, 1056]
- directory-entry: — Hildegard, zahnärztl. Assist., XIII. Elßlerg. 24.: [1227, 701, 1589, 719]
- directory-entry: — Nikolaus, Artist, I. Naglerg. 3.: [442, 1982, 685, 1999]
- directory-entry: — Fritz, Zeitschriftenherausgeb., III. Kriegelg. 18. T. U-15-9-37.: [50, 683, 428, 719]
- directory-entry: — Karl, Stampiglienerz., IX/1 Porzellang. 53. T. A-17-7-77.: [442, 737, 820, 772]
- directory-entry: — Franz, MDr., Facharzt, III. Sechskrügelgasse 2. T. B-51-0-43.: [50, 238, 428, 274]
- directory-entry: — Sigmund, Agent, IV. Argentinierstr. 60. E.: [834, 1693, 1160, 1710]
- directory-entry: — Friederike, Priv., XIX/1 Grinzinger Str. 19.: [50, 488, 380, 505]
- directory-entry: — Rudolf, Dr., Rechtsanwalt, I. Schottenring 6. T. A-11-3-48. Wohn. XIX/1 Zehenthofg. 11. T. A-19-2-57.: [834, 1288, 1212, 1341]
- directory-entry: — Johann, Beamt., II/1 Mühlfeldg. 6.: [50, 1787, 321, 1803]
- directory-entry: — Heinrich, Schuhmachermstr., II/1 Brentanoplatz 6. E.: [50, 1306, 428, 1341]
- directory-entry: Frewein Anton, Pens., II. Engerthstr. 230.: [1227, 1910, 1539, 1928]
- directory-entry: Freund Fanni, Priv., VII. Neubaug. 79. T. A-34-7-56.: [50, 79, 428, 114]
- directory-entry: — Toni, Geschäftsfr., I. Bösendorferstr. 4. T. A-47-9-16.: [834, 1835, 1212, 1870]
- directory-entry: — Jakob, Rayonsinsp., II/1 Freilagerg. 5.: [50, 1679, 350, 1697]
- directory-entry: Freund Oskar, Jng., XIX. Weimarer Str. 20. T. A-10-9-36.: [834, 79, 1212, 114]
- directory-entry: — Jsidor, Jng., XII/1 Mitisg. 9.: [1227, 843, 1446, 861]
- directory-entry: — Franz, Lithograph, XIII. Reiningerweg 31.: [50, 363, 380, 381]
- column-divider: [435, 76, 437, 2187]
- directory-entry: — Roland, JDr., Rechtsanw.-Anw., VIII. Sigmundg. 15.: [834, 986, 1212, 1021]
- directory-entry: — Otto, Chemik. Landw., III. Baumg. 52, Stg. 1.: [834, 327, 1186, 345]
- directory-entry: — Johanna, Postamtsdir.-Ww., VII. Burgg. 121.: [1227, 808, 1568, 825]
- directory-entry: — Julius, Uhrmacher, II/1 Vereinsg. 13.: [1227, 879, 1515, 897]
- directory-entry: — Karl, zahntechn. Atelier, X. Favoritenstr. 67. E. T. R-13-7-18. Wohn. X. Reisingerg. 9.: [442, 808, 820, 843]
- directory-entry: — Wilhelm, Priv., XVII. Strozzig. 32—34, Stg. 1.: [834, 2048, 1186, 2066]
- directory-entry: — Gabriele, Knopfkartenverschl., XVI. Arnethgasse 27.: [50, 755, 428, 789]
- directory-entry: — Rosa, Zuschneid., XVII. Schumanng. 70.: [1227, 1359, 1543, 1377]
- directory-entry: Freundschaft Marie, Hausbesorg., II. Rueppg. 2.: [1227, 1448, 1596, 1466]
- directory-entry: Freund & Neumann, Gef. b. H., pFa., Farbwr., I. Heßg. 7. T. A-14-6-64.: [1227, 79, 1605, 114]
- directory-entry: — Jenny, Ww., VII. Kandlg. 13. T. B-33-8-25.: [50, 1697, 371, 1714]
- directory-entry: — Hans Bert, Disponent, II/1 Lichtenauerg. 3.: [50, 1217, 390, 1234]
